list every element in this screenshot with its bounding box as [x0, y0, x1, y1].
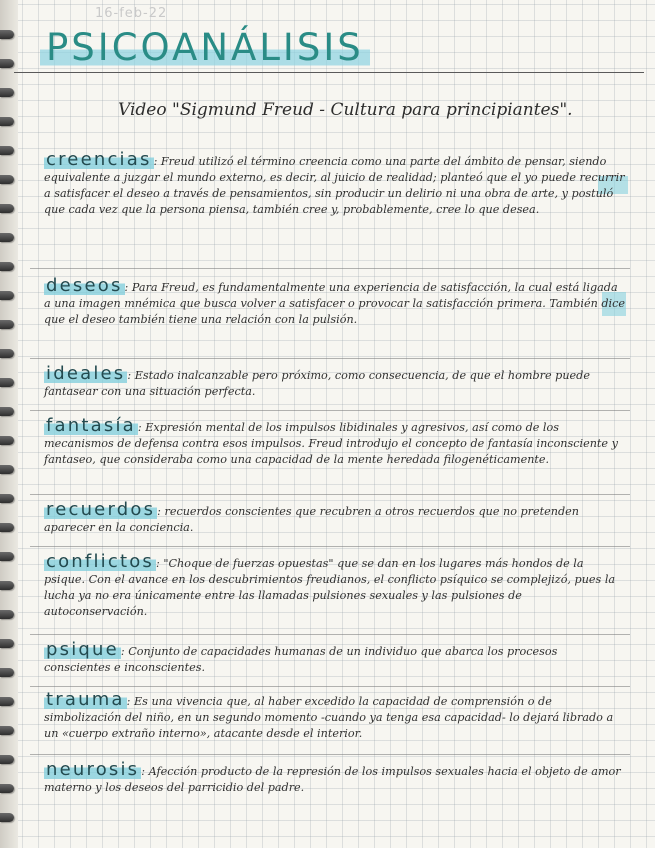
spiral-ring [0, 610, 14, 619]
definition-text: : Es una vivencia que, al haber excedido la capacidad de comprensión o de simbolización del niño, en un segundo momento -cuando ya tenga esa capacidad- lo dejará librado a un «cuerpo extraño interno», atacante desde el interior. [44, 695, 614, 740]
term-label: neurosis [46, 759, 140, 780]
term-label: trauma [46, 689, 125, 710]
spiral-ring [0, 88, 14, 97]
section-divider [30, 754, 630, 755]
section-trauma [44, 689, 626, 742]
spiral-ring [0, 146, 14, 155]
term-label: fantasía [46, 415, 136, 436]
term-label: deseos [46, 275, 123, 296]
section-conflictos [44, 551, 626, 620]
term-label: creencias [46, 149, 152, 170]
spiral-ring [0, 465, 14, 474]
spiral-ring [0, 320, 14, 329]
spiral-ring [0, 291, 14, 300]
term-label: recuerdos [46, 499, 156, 520]
spiral-ring [0, 175, 14, 184]
spiral-ring [0, 233, 14, 242]
definition-text: : Expresión mental de los impulsos libidinales y agresivos, así como de los mecanismos de defensa contra esos impulsos. Freud introdujo el concepto de fantasía inconsciente y fantaseo, que consideraba como una capacidad de la mente heredada filogenéticamente. [44, 421, 618, 466]
term-label: ideales [46, 363, 126, 384]
spiral-ring [0, 494, 14, 503]
term-label: psique [46, 639, 119, 660]
section-divider [30, 410, 630, 411]
spiral-ring [0, 639, 14, 648]
term-label: conflictos [46, 551, 155, 572]
section-divider [30, 634, 630, 635]
spiral-ring [0, 436, 14, 445]
section-divider [30, 494, 630, 495]
section-ideales [44, 363, 626, 400]
section-divider [30, 358, 630, 359]
section-divider [30, 546, 630, 547]
spiral-ring [0, 813, 14, 822]
spiral-ring [0, 117, 14, 126]
section-fantasia [44, 415, 626, 468]
spiral-ring [0, 726, 14, 735]
definition-text: : Freud utilizó el término creencia como una parte del ámbito de pensar, siendo equivalente a juzgar el mundo externo, es decir, al juicio de realidad; planteó que el yo puede recurrir a satisfacer el deseo a través de pensamientos, sin producir un delirio ni una obra de arte, y postuló que cada vez que la persona piensa, también cree y, probablemente, cree lo que desea. [44, 155, 625, 216]
section-creencias [44, 149, 626, 218]
spiral-ring [0, 668, 14, 677]
definition-text: : Estado inalcanzable pero próximo, como consecuencia, de que el hombre puede fantasear con una situación perfecta. [44, 369, 590, 398]
section-psique [44, 639, 626, 676]
section-deseos [44, 275, 626, 328]
spiral-ring [0, 697, 14, 706]
section-neurosis [44, 759, 626, 796]
spiral-ring [0, 755, 14, 764]
title-underline [14, 72, 644, 73]
spiral-ring [0, 204, 14, 213]
spiral-ring [0, 523, 14, 532]
video-title: Video "Sigmund Freud - Cultura para principiantes". [118, 100, 573, 120]
spiral-ring [0, 378, 14, 387]
spiral-ring [0, 262, 14, 271]
spiral-ring [0, 30, 14, 39]
page-date: 16-feb-22 [95, 6, 168, 21]
section-divider [30, 268, 630, 269]
definition-text: : Afección producto de la represión de los impulsos sexuales hacia el objeto de amor materno y los deseos del parricidio del padre. [44, 765, 621, 794]
spiral-ring [0, 59, 14, 68]
definition-text: : Conjunto de capacidades humanas de un individuo que abarca los procesos conscientes e inconscientes. [44, 645, 558, 674]
spiral-binding [0, 0, 18, 848]
spiral-ring [0, 784, 14, 793]
section-recuerdos [44, 499, 626, 536]
page-title: PSICOANÁLISIS [40, 26, 370, 69]
spiral-ring [0, 407, 14, 416]
spiral-ring [0, 581, 14, 590]
section-divider [30, 686, 630, 687]
definition-text: : Para Freud, es fundamentalmente una experiencia de satisfacción, la cual está ligada a una imagen mnémica que busca volver a satisfacer o provocar la satisfacción primera. También dice que el deseo también tiene una relación con la pulsión. [44, 281, 625, 326]
definition-text: : "Choque de fuerzas opuestas" que se dan en los lugares más hondos de la psique. Con el avance en los descubrimientos freudianos, el conflicto psíquico se complejizó, pues la lucha ya no era únicamente entre las llamadas pulsiones sexuales y las pulsiones de autoconservación. [44, 557, 616, 618]
spiral-ring [0, 349, 14, 358]
definition-text: : recuerdos conscientes que recubren a otros recuerdos que no pretenden aparecer en la conciencia. [44, 505, 579, 534]
spiral-ring [0, 552, 14, 561]
